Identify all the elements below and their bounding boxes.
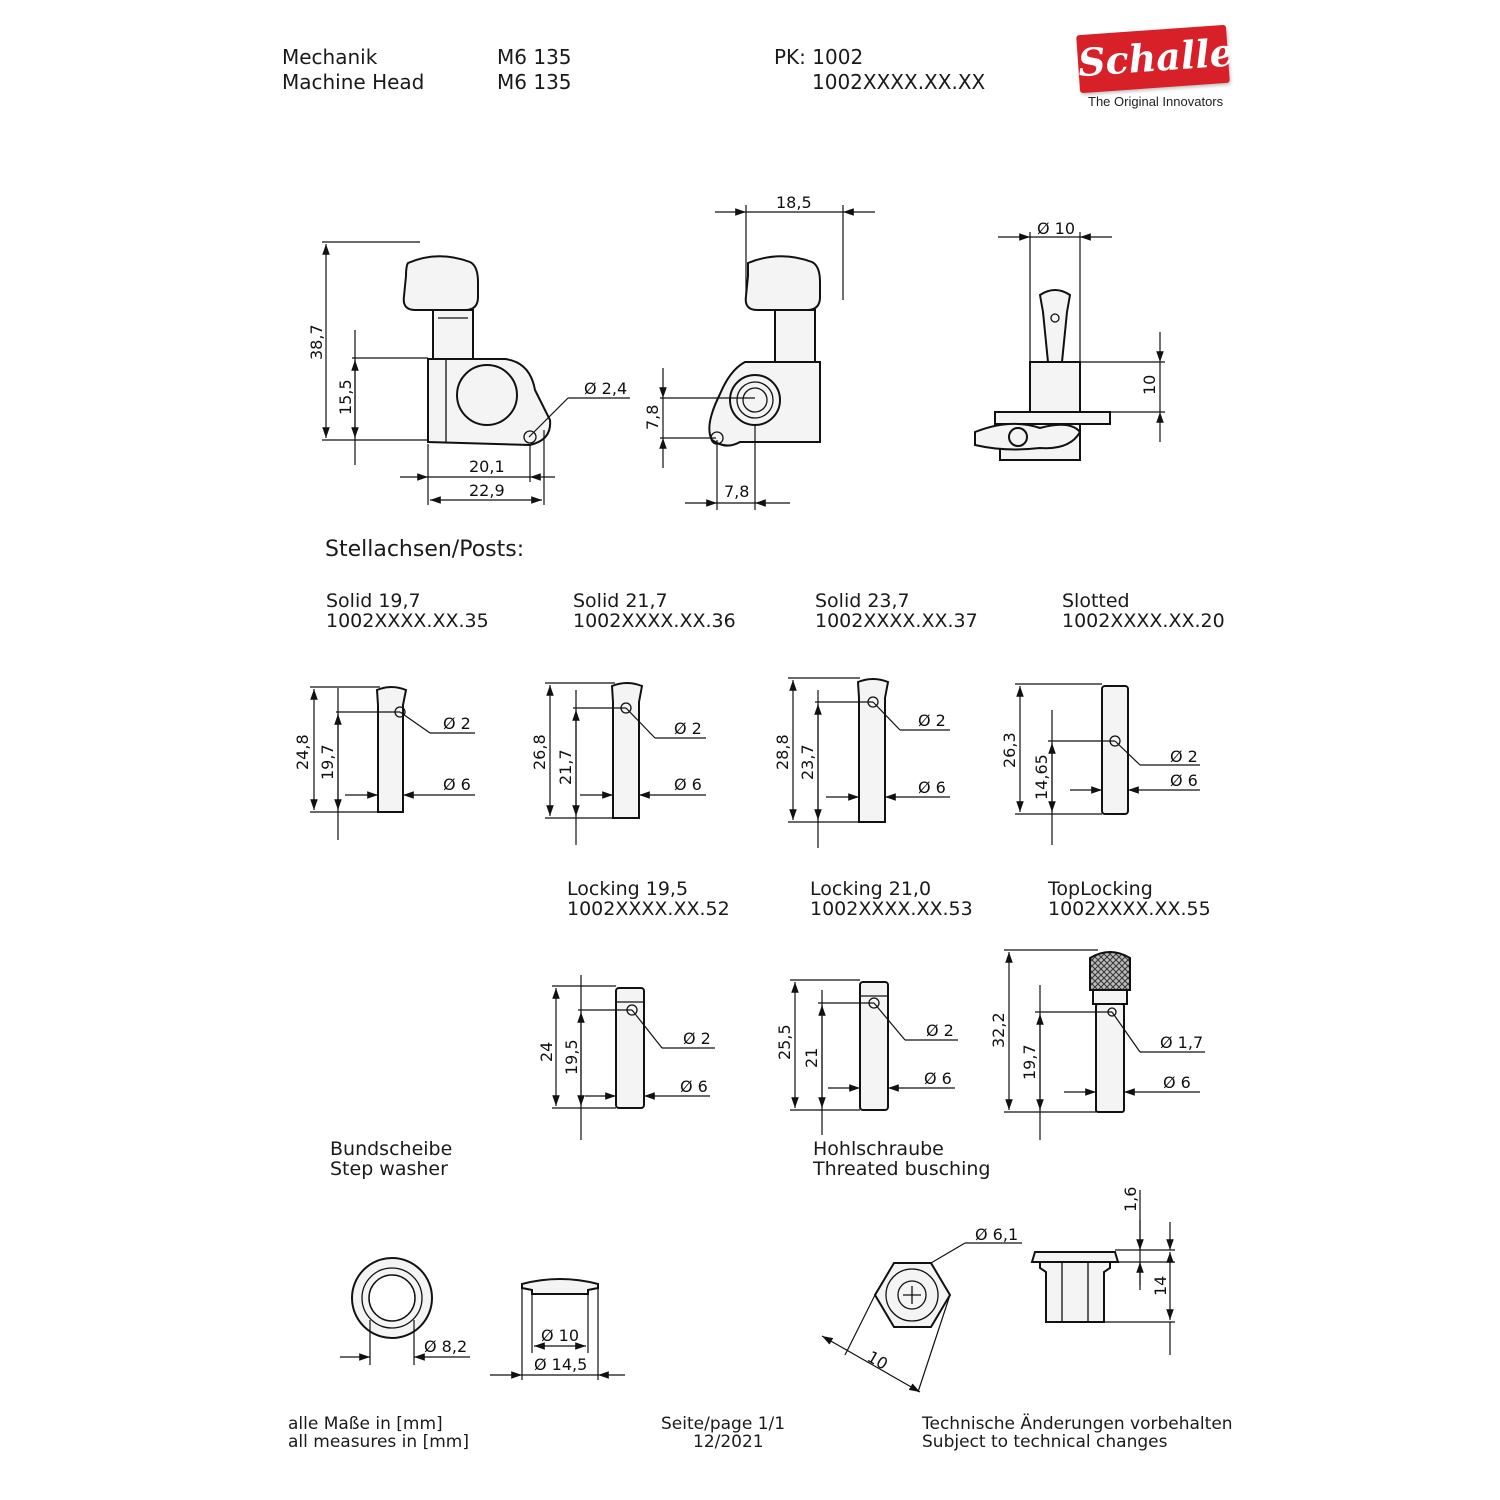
footer-units-en: all measures in [mm] [288, 1432, 469, 1452]
post1-code: 1002XXXX.XX.35 [326, 610, 489, 632]
post-solid-23-7 [773, 678, 950, 848]
post3-hole-h: 23,7 [798, 744, 817, 780]
post1-hole-dia: Ø 2 [443, 714, 471, 733]
post-locking-19-5 [537, 975, 715, 1140]
post1-hole-h: 19,7 [318, 744, 337, 780]
pk-number: PK: 1002 [774, 45, 864, 69]
article-number: 1002XXXX.XX.XX [812, 70, 986, 94]
front-width-20: 20,1 [469, 457, 505, 476]
model-de: M6 135 [497, 45, 572, 69]
post7-hole-h: 19,7 [1020, 1044, 1039, 1080]
post7-total: 32,2 [989, 1012, 1008, 1048]
post-solid-21-7 [530, 683, 706, 845]
post-slotted [1000, 684, 1200, 845]
side-dia: Ø 10 [1037, 219, 1076, 238]
post4-hole-dia: Ø 2 [1170, 747, 1198, 766]
post7-name: TopLocking [1048, 878, 1153, 900]
bushing-label-en: Threated busching [813, 1158, 991, 1180]
post3-code: 1002XXXX.XX.37 [815, 610, 978, 632]
post3-name: Solid 23,7 [815, 590, 910, 612]
front-height-total: 38,7 [307, 324, 326, 360]
side-height: 10 [1140, 374, 1159, 395]
washer-inner-dia: Ø 8,2 [424, 1337, 468, 1356]
footer-note-en: Subject to technical changes [922, 1432, 1168, 1452]
post2-hole-dia: Ø 2 [674, 719, 702, 738]
title-de: Mechanik [282, 45, 378, 69]
washer-label-en: Step washer [330, 1158, 448, 1180]
post5-dia: Ø 6 [680, 1077, 708, 1096]
post4-dia: Ø 6 [1170, 771, 1198, 790]
post3-dia: Ø 6 [918, 778, 946, 797]
post1-dia: Ø 6 [443, 775, 471, 794]
footer-units-de: alle Maße in [mm] [288, 1414, 443, 1434]
side-view [975, 219, 1165, 460]
footer-note-de: Technische Änderungen vorbehalten [922, 1414, 1233, 1434]
back-width-top: 18,5 [776, 193, 812, 212]
post2-hole-h: 21,7 [556, 749, 575, 785]
washer-dia-10: Ø 10 [541, 1326, 580, 1345]
post6-hole-h: 21 [802, 1047, 821, 1068]
post2-total: 26,8 [530, 734, 549, 770]
post6-code: 1002XXXX.XX.53 [810, 898, 973, 920]
post5-hole-h: 19,5 [562, 1039, 581, 1075]
post-solid-19-7 [293, 687, 475, 840]
post3-total: 28,8 [773, 734, 792, 770]
back-width-bottom: 7,8 [724, 482, 750, 501]
back-view [643, 193, 875, 510]
bushing-length: 14 [1151, 1275, 1170, 1296]
post2-dia: Ø 6 [674, 775, 702, 794]
bushing-hex: 10 [864, 1347, 892, 1374]
washer-dia-14: Ø 14,5 [534, 1355, 588, 1374]
bushing-label-de: Hohlschraube [813, 1138, 944, 1160]
post5-name: Locking 19,5 [567, 878, 689, 900]
front-height-housing: 15,5 [336, 379, 355, 415]
washer-label-de: Bundscheibe [330, 1138, 453, 1160]
post1-total: 24,8 [293, 734, 312, 770]
post4-code: 1002XXXX.XX.20 [1062, 610, 1225, 632]
logo-tagline: The Original Innovators [1088, 94, 1224, 109]
posts-heading: Stellachsen/Posts: [325, 537, 525, 562]
post4-name: Slotted [1062, 590, 1130, 612]
logo-text: Schaller [1076, 28, 1256, 86]
post5-hole-dia: Ø 2 [683, 1029, 711, 1048]
post2-code: 1002XXXX.XX.36 [573, 610, 736, 632]
post6-total: 25,5 [775, 1024, 794, 1060]
post4-total: 26,3 [1000, 732, 1019, 768]
post7-code: 1002XXXX.XX.55 [1048, 898, 1211, 920]
post-toplocking [989, 950, 1205, 1140]
post6-hole-dia: Ø 2 [926, 1021, 954, 1040]
post7-dia: Ø 6 [1163, 1073, 1191, 1092]
front-width-22: 22,9 [469, 481, 505, 500]
post4-hole-h: 14,65 [1032, 754, 1051, 800]
bushing-flange: 1,6 [1121, 1186, 1140, 1212]
post-locking-21-0 [775, 980, 958, 1135]
footer-page: Seite/page 1/1 [661, 1414, 786, 1434]
front-view [307, 242, 630, 505]
post6-dia: Ø 6 [924, 1069, 952, 1088]
footer-date: 12/2021 [693, 1432, 764, 1452]
threaded-bushing [822, 1187, 1175, 1392]
post7-hole-dia: Ø 1,7 [1160, 1033, 1204, 1052]
model-en: M6 135 [497, 70, 572, 94]
title-en: Machine Head [282, 70, 425, 94]
post1-name: Solid 19,7 [326, 590, 421, 612]
post5-code: 1002XXXX.XX.52 [567, 898, 730, 920]
step-washer [340, 1258, 625, 1380]
back-height: 7,8 [643, 404, 662, 430]
post5-total: 24 [537, 1041, 556, 1062]
post6-name: Locking 21,0 [810, 878, 932, 900]
post3-hole-dia: Ø 2 [918, 711, 946, 730]
front-hole-dia: Ø 2,4 [584, 379, 628, 398]
bushing-dia: Ø 6,1 [975, 1225, 1019, 1244]
post2-name: Solid 21,7 [573, 590, 668, 612]
